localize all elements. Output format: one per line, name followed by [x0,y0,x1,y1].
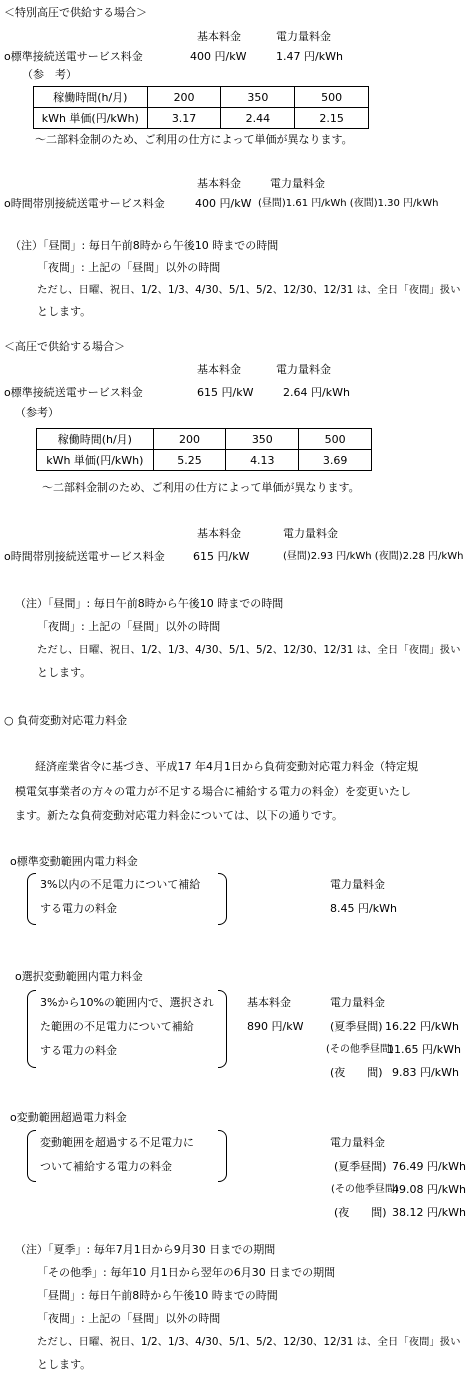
column-header-energy-charge: 電力量料金 [276,363,331,376]
column-header-energy-charge: 電力量料金 [276,30,331,43]
table-cell: kWh 単価(円/kWh) [34,108,148,129]
note-nighttime: 「夜間」: 上記の「昼間」以外の時間 [37,1312,221,1325]
note-nighttime: 「夜間」: 上記の「昼間」以外の時間 [37,620,221,633]
bracket-left [27,990,36,1068]
table-cell: 350 [221,87,295,108]
time-of-use-energy-charge: (昼間)1.61 円/kWh (夜間)1.30 円/kWh [258,198,439,209]
reference-label: （参 考） [22,68,77,81]
bracket-right [218,1130,227,1182]
intro-paragraph-line: 経済産業省令に基づき、平成17 年4月1日から負荷変動対応電力料金（特定規 [35,760,419,773]
note-summer: （注）「夏季」: 毎年7月1日から9月30 日までの期間 [15,1243,276,1256]
unit-price-table [33,86,369,129]
rate-value: 11.65 円/kWh [387,1043,461,1056]
base-charge-value: 890 円/kW [247,1020,304,1033]
note-end: とします。 [37,1358,92,1371]
note-nighttime: 「夜間」: 上記の「昼間」以外の時間 [37,261,221,274]
column-header-energy-charge: 電力量料金 [283,527,338,540]
table-cell: 200 [147,87,221,108]
bracket-left [27,873,36,925]
table-header-row [37,429,372,450]
table-cell: 500 [299,429,372,450]
table-footnote: 〜二部料金制のため、ご利用の仕方によって単価が異なります。 [35,133,353,146]
over-range-charge-label: o変動範囲超過電力料金 [10,1111,127,1124]
time-of-use-energy-charge: (昼間)2.93 円/kWh (夜間)2.28 円/kWh [283,551,464,562]
rate-value: 76.49 円/kWh [392,1160,466,1173]
note-holiday-exception: ただし、日曜、祝日、1/2、1/3、4/30、5/1、5/2、12/30、12/31 は、全日「夜間」扱い [37,1336,461,1348]
table-cell: 2.44 [221,108,295,129]
description-line: する電力の料金 [40,902,117,915]
rate-value: 38.12 円/kWh [392,1206,466,1219]
note-holiday-exception: ただし、日曜、祝日、1/2、1/3、4/30、5/1、5/2、12/30、12/31 は、全日「夜間」扱い [37,284,461,296]
column-header-energy-charge: 電力量料金 [270,177,325,190]
table-cell: 3.69 [299,450,372,471]
rate-period-label: (夜 間) [330,1066,383,1079]
rate-period-label: (夜 間) [334,1206,387,1219]
energy-charge-value: 8.45 円/kWh [330,902,397,915]
column-header-base-charge: 基本料金 [197,30,241,43]
intro-paragraph-line: ます。新たな負荷変動対応電力料金については、以下の通りです。 [15,809,344,822]
standard-service-label: o標準接続送電サービス料金 [4,386,143,399]
section-heading-load-fluctuation: ○ 負荷変動対応電力料金 [4,714,128,727]
table-header-row [34,87,369,108]
note-holiday-exception: ただし、日曜、祝日、1/2、1/3、4/30、5/1、5/2、12/30、12/31 は、全日「夜間」扱い [37,644,461,656]
rate-period-label: (夏季昼間) [334,1160,387,1173]
table-cell: kWh 単価(円/kWh) [37,450,154,471]
section-heading-extra-high-voltage: ＜特別高圧で供給する場合＞ [4,6,147,19]
table-cell: 2.15 [295,108,369,129]
table-cell: 500 [295,87,369,108]
bracket-right [218,873,227,925]
rate-value: 9.83 円/kWh [392,1066,459,1079]
selected-range-charge-label: o選択変動範囲内電力料金 [15,970,143,983]
table-cell: 350 [226,429,299,450]
description-line: 変動範囲を超過する不足電力に [40,1136,194,1149]
standard-service-energy-charge: 1.47 円/kWh [276,50,343,63]
column-header-energy-charge: 電力量料金 [330,996,385,1009]
rate-value: 49.08 円/kWh [392,1183,466,1196]
note-end: とします。 [37,666,92,679]
standard-service-base-charge: 615 円/kW [197,386,254,399]
time-of-use-service-label: o時間帯別接続送電サービス料金 [4,550,165,563]
description-line: た範囲の不足電力について補給 [40,1020,194,1033]
standard-range-charge-label: o標準変動範囲内電力料金 [10,855,138,868]
time-of-use-base-charge: 615 円/kW [193,550,250,563]
description-line: する電力の料金 [40,1044,117,1057]
column-header-base-charge: 基本料金 [197,363,241,376]
note-end: とします。 [37,305,92,318]
standard-service-label: o標準接続送電サービス料金 [4,50,143,63]
table-cell: 200 [153,429,226,450]
unit-price-table [36,428,372,471]
column-header-base-charge: 基本料金 [197,177,241,190]
section-heading-high-voltage: ＜高圧で供給する場合＞ [4,340,125,353]
column-header-base-charge: 基本料金 [247,996,291,1009]
time-of-use-service-label: o時間帯別接続送電サービス料金 [4,197,165,210]
time-of-use-base-charge: 400 円/kW [195,197,252,210]
table-cell: 3.17 [147,108,221,129]
note-daytime: （注）「昼間」: 毎日午前8時から午後10 時までの時間 [10,239,279,252]
reference-label: （参考） [15,406,59,419]
standard-service-base-charge: 400 円/kW [190,50,247,63]
note-daytime: 「昼間」: 毎日午前8時から午後10 時までの時間 [37,1289,278,1302]
note-daytime: （注）「昼間」: 毎日午前8時から午後10 時までの時間 [15,597,284,610]
column-header-energy-charge: 電力量料金 [330,1136,385,1149]
rate-value: 16.22 円/kWh [385,1020,459,1033]
table-cell: 5.25 [153,450,226,471]
note-other-season: 「その他季」: 毎年10 月1日から翌年の6月30 日までの期間 [37,1266,336,1279]
description-line: 3%以内の不足電力について補給 [40,878,201,891]
rate-period-label: (その他季昼間) [326,1044,394,1055]
table-row [34,108,369,129]
table-cell: 稼働時間(h/月) [37,429,154,450]
rate-period-label: (夏季昼間) [330,1020,383,1033]
rate-period-label: (その他季昼間) [331,1184,399,1195]
table-footnote: 〜二部料金制のため、ご利用の仕方によって単価が異なります。 [42,481,360,494]
intro-paragraph-line: 模電気事業者の方々の電力が不足する場合に補給する電力の料金）を変更いたし [15,785,411,798]
description-line: 3%から10%の範囲内で、選択され [40,996,214,1009]
table-row [37,450,372,471]
description-line: ついて補給する電力の料金 [40,1160,172,1173]
bracket-left [27,1130,36,1182]
column-header-energy-charge: 電力量料金 [330,878,385,891]
table-cell: 4.13 [226,450,299,471]
table-cell: 稼働時間(h/月) [34,87,148,108]
standard-service-energy-charge: 2.64 円/kWh [283,386,350,399]
column-header-base-charge: 基本料金 [197,527,241,540]
bracket-right [218,990,227,1068]
